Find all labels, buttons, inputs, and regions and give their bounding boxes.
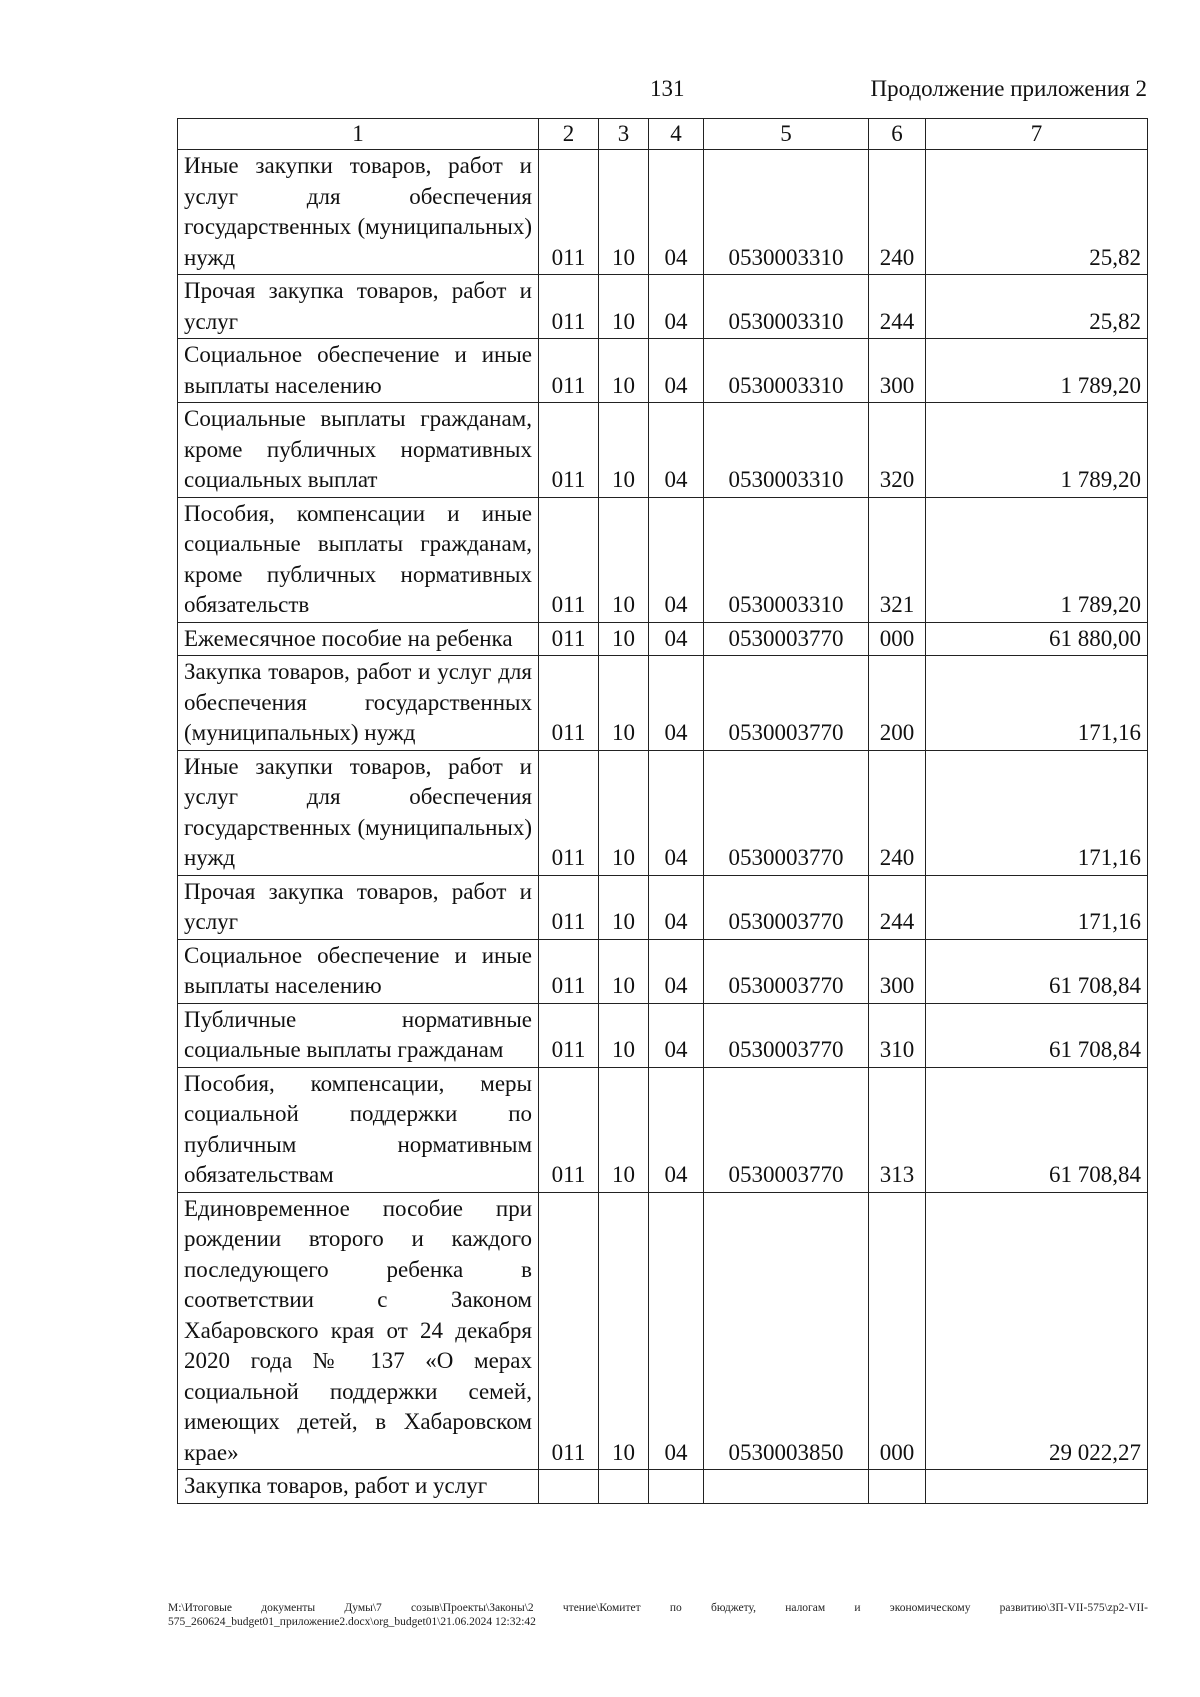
row-target: 0530003770: [704, 875, 869, 939]
col-header-7: 7: [926, 119, 1148, 150]
row-section: 10: [599, 403, 649, 498]
row-gov: 011: [539, 656, 599, 751]
row-type: 000: [869, 1192, 926, 1470]
row-gov: 011: [539, 750, 599, 875]
row-subsection: 04: [649, 403, 704, 498]
col-header-4: 4: [649, 119, 704, 150]
header-row: [178, 119, 1148, 150]
row-target: 0530003310: [704, 150, 869, 275]
row-type: 000: [869, 622, 926, 656]
table-row: [178, 1470, 1148, 1504]
continuation-label: Продолжение приложения 2: [870, 76, 1147, 101]
row-section: 10: [599, 1192, 649, 1470]
table-row: [178, 403, 1148, 498]
row-gov: 011: [539, 339, 599, 403]
row-subsection: 04: [649, 750, 704, 875]
row-target: 0530003310: [704, 497, 869, 622]
table-row: [178, 150, 1148, 275]
row-subsection: 04: [649, 339, 704, 403]
row-target: 0530003770: [704, 1003, 869, 1067]
row-gov: 011: [539, 150, 599, 275]
row-type: 240: [869, 150, 926, 275]
budget-table: [177, 118, 1148, 1504]
row-section: 10: [599, 339, 649, 403]
col-header-1: 1: [178, 119, 539, 150]
row-subsection: 04: [649, 150, 704, 275]
row-section: 10: [599, 656, 649, 751]
row-gov: 011: [539, 497, 599, 622]
row-gov: 011: [539, 1003, 599, 1067]
row-amount: 25,82: [926, 275, 1148, 339]
row-subsection: 04: [649, 1003, 704, 1067]
row-amount: 1 789,20: [926, 339, 1148, 403]
row-subsection: 04: [649, 939, 704, 1003]
table-row: [178, 497, 1148, 622]
row-section: 10: [599, 750, 649, 875]
row-gov: 011: [539, 875, 599, 939]
row-name: Ежемесячное пособие на ребенка: [178, 622, 539, 656]
table-row: [178, 656, 1148, 751]
col-header-5: 5: [704, 119, 869, 150]
row-target: 0530003310: [704, 339, 869, 403]
table-row: [178, 622, 1148, 656]
row-name: Закупка товаров, работ и услуг для обеспечения государственных (муниципальных) нужд: [178, 656, 539, 751]
table-row: [178, 339, 1148, 403]
col-header-2: 2: [539, 119, 599, 150]
row-target: 0530003850: [704, 1192, 869, 1470]
row-name: Пособия, компенсации, меры социальной поддержки по публичным нормативным обязательствам: [178, 1067, 539, 1192]
row-gov: 011: [539, 1067, 599, 1192]
row-amount: 61 708,84: [926, 1003, 1148, 1067]
row-name: Социальное обеспечение и иные выплаты населению: [178, 939, 539, 1003]
row-target: 0530003770: [704, 750, 869, 875]
row-target: 0530003310: [704, 275, 869, 339]
row-type: 244: [869, 275, 926, 339]
row-subsection: 04: [649, 497, 704, 622]
row-section: 10: [599, 150, 649, 275]
col-header-3: 3: [599, 119, 649, 150]
table-row: [178, 875, 1148, 939]
row-target: 0530003770: [704, 622, 869, 656]
row-type: 200: [869, 656, 926, 751]
row-name: Прочая закупка товаров, работ и услуг: [178, 875, 539, 939]
row-amount: 61 708,84: [926, 1067, 1148, 1192]
row-type: 321: [869, 497, 926, 622]
row-gov: 011: [539, 275, 599, 339]
row-gov: 011: [539, 939, 599, 1003]
table-row: [178, 1192, 1148, 1470]
row-subsection: 04: [649, 275, 704, 339]
row-type: 310: [869, 1003, 926, 1067]
file-path-footer: M:\Итоговые документы Думы\7 созыв\Проекты\Законы\2 чтение\Комитет по бюджету, налогам и экономическому развитию\ЗП-VII-575\zp2-VII-575_260624_budget01_приложение2.docx\org_budget01\21.06.2024 12:32:42: [168, 1602, 1148, 1628]
row-target: 0530003770: [704, 939, 869, 1003]
row-name: Социальное обеспечение и иные выплаты населению: [178, 339, 539, 403]
row-section: 10: [599, 939, 649, 1003]
row-amount: 1 789,20: [926, 497, 1148, 622]
row-subsection: 04: [649, 1067, 704, 1192]
table-row: [178, 1003, 1148, 1067]
row-name: Публичные нормативные социальные выплаты гражданам: [178, 1003, 539, 1067]
row-type: 244: [869, 875, 926, 939]
row-type: 240: [869, 750, 926, 875]
row-subsection: 04: [649, 1192, 704, 1470]
row-amount: [926, 1470, 1148, 1504]
row-type: 300: [869, 939, 926, 1003]
row-section: 10: [599, 1067, 649, 1192]
row-amount: 171,16: [926, 750, 1148, 875]
row-amount: 61 708,84: [926, 939, 1148, 1003]
row-section: 10: [599, 497, 649, 622]
row-gov: 011: [539, 622, 599, 656]
row-name: Единовременное пособие при рождении второго и каждого последующего ребенка в соответствии с Законом Хабаровского края от 24 декабря 2020 года № 137 «О мерах социальной поддержки семей, имеющих детей, в Хабаровском крае»: [178, 1192, 539, 1470]
row-section: [599, 1470, 649, 1504]
row-gov: 011: [539, 1192, 599, 1470]
row-name: Социальные выплаты гражданам, кроме публичных нормативных социальных выплат: [178, 403, 539, 498]
row-subsection: 04: [649, 656, 704, 751]
row-amount: 1 789,20: [926, 403, 1148, 498]
row-name: Иные закупки товаров, работ и услуг для обеспечения государственных (муниципальных) нужд: [178, 150, 539, 275]
row-gov: [539, 1470, 599, 1504]
row-type: 313: [869, 1067, 926, 1192]
row-target: 0530003770: [704, 1067, 869, 1192]
row-section: 10: [599, 1003, 649, 1067]
row-name: Иные закупки товаров, работ и услуг для обеспечения государственных (муниципальных) нужд: [178, 750, 539, 875]
row-section: 10: [599, 622, 649, 656]
row-target: [704, 1470, 869, 1504]
row-gov: 011: [539, 403, 599, 498]
row-name: Прочая закупка товаров, работ и услуг: [178, 275, 539, 339]
row-subsection: 04: [649, 622, 704, 656]
row-subsection: [649, 1470, 704, 1504]
table-row: [178, 275, 1148, 339]
row-section: 10: [599, 875, 649, 939]
row-amount: 171,16: [926, 656, 1148, 751]
table-row: [178, 750, 1148, 875]
col-header-6: 6: [869, 119, 926, 150]
row-type: 300: [869, 339, 926, 403]
row-type: 320: [869, 403, 926, 498]
row-amount: 171,16: [926, 875, 1148, 939]
row-target: 0530003770: [704, 656, 869, 751]
row-section: 10: [599, 275, 649, 339]
row-subsection: 04: [649, 875, 704, 939]
row-name: Пособия, компенсации и иные социальные выплаты гражданам, кроме публичных нормативных обязательств: [178, 497, 539, 622]
row-type: [869, 1470, 926, 1504]
row-name: Закупка товаров, работ и услуг: [178, 1470, 539, 1504]
row-amount: 29 022,27: [926, 1192, 1148, 1470]
row-target: 0530003310: [704, 403, 869, 498]
table-row: [178, 939, 1148, 1003]
row-amount: 25,82: [926, 150, 1148, 275]
table-row: [178, 1067, 1148, 1192]
page-number: 131: [650, 76, 685, 101]
row-amount: 61 880,00: [926, 622, 1148, 656]
